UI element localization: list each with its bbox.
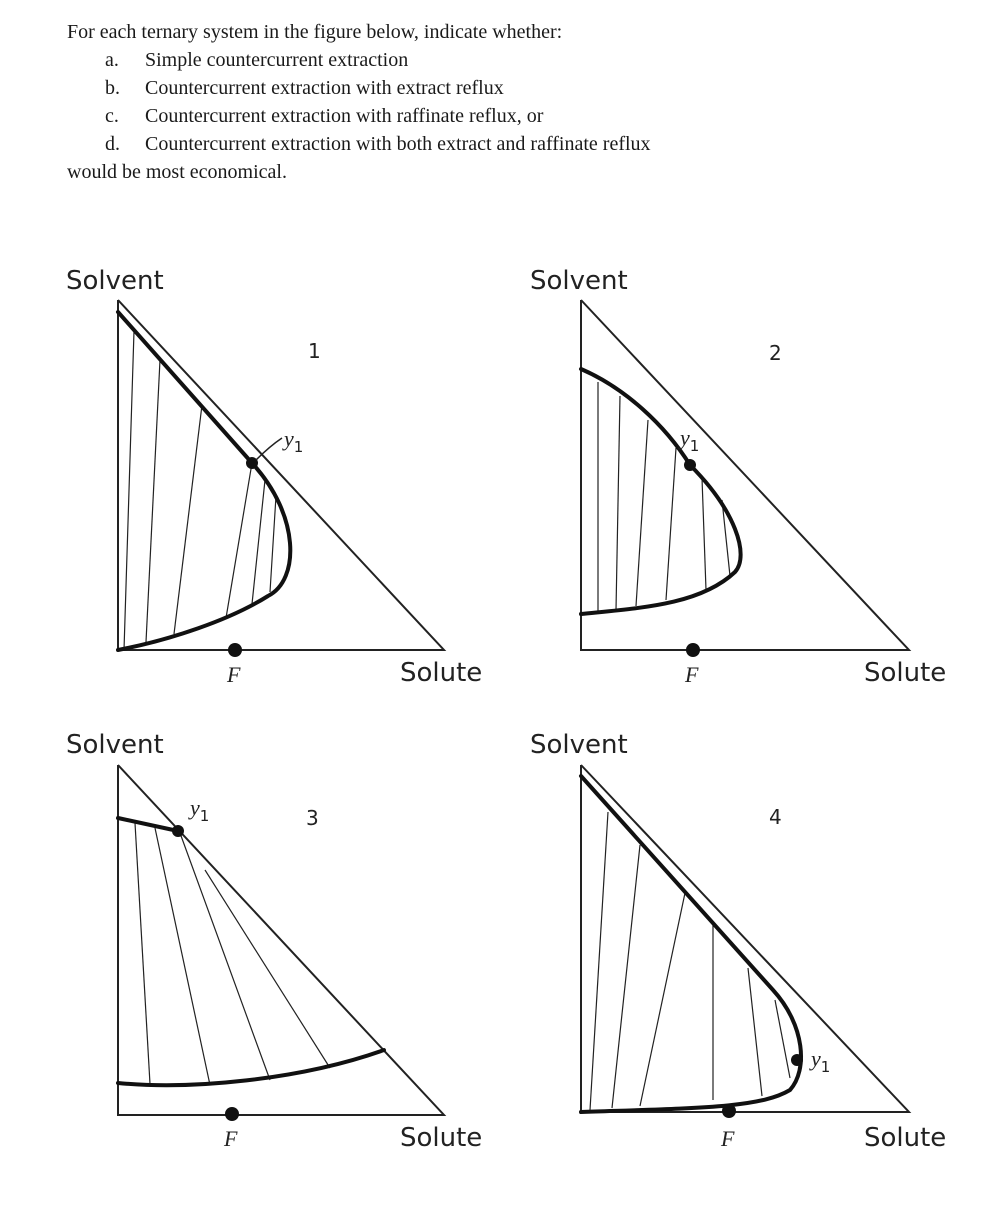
- tie-line: [702, 478, 706, 590]
- tie-line: [748, 968, 762, 1096]
- binodal-curve: [581, 776, 801, 1112]
- tie-line: [252, 480, 265, 604]
- ternary-diagram-3: [66, 730, 482, 1153]
- solvent-label: Solvent: [530, 730, 628, 760]
- tie-line: [174, 405, 202, 634]
- triangle-frame: [118, 765, 444, 1115]
- tie-line: [155, 828, 210, 1085]
- tie-line: [226, 463, 252, 618]
- tie-line: [146, 360, 160, 642]
- diagram-number: 3: [306, 806, 319, 830]
- option-letter: d.: [105, 133, 120, 155]
- feed-label: F: [685, 662, 699, 687]
- feed-label: F: [227, 662, 241, 687]
- extract-point-y1: [684, 459, 696, 471]
- binodal-curve: [118, 312, 290, 650]
- tie-line: [612, 845, 640, 1108]
- y1-label: y1: [811, 1046, 831, 1076]
- raffinate-curve: [118, 1050, 384, 1085]
- solute-label: Solute: [864, 658, 947, 688]
- feed-point: [686, 643, 700, 657]
- solute-label: Solute: [400, 658, 483, 688]
- feed-label: F: [224, 1126, 238, 1151]
- tie-line: [135, 823, 150, 1084]
- binodal-curve: [581, 369, 741, 614]
- tie-line: [666, 448, 676, 600]
- option-text: Countercurrent extraction with raffinate reflux, or: [145, 105, 544, 127]
- y1-label: y1: [680, 425, 700, 455]
- option-letter: a.: [105, 49, 119, 71]
- diagram-number: 2: [769, 341, 782, 365]
- tie-line: [124, 331, 134, 650]
- ternary-diagram-1: [66, 266, 482, 688]
- extract-point-y1: [172, 825, 184, 837]
- ternary-diagram-2: [530, 266, 946, 688]
- tie-line: [270, 496, 276, 592]
- feed-point: [228, 643, 242, 657]
- ternary-diagram-4: [530, 730, 946, 1153]
- tie-line: [205, 870, 330, 1068]
- option-letter: c.: [105, 105, 119, 127]
- feed-point: [722, 1104, 736, 1118]
- tie-line: [590, 812, 608, 1110]
- triangle-frame: [118, 300, 444, 650]
- question-intro: For each ternary system in the figure below, indicate whether:: [67, 21, 563, 43]
- feed-label: F: [721, 1126, 735, 1151]
- triangle-frame: [581, 300, 909, 650]
- solvent-label: Solvent: [66, 730, 164, 760]
- solvent-label: Solvent: [66, 266, 164, 296]
- diagram-number: 1: [308, 339, 321, 363]
- tie-line: [616, 396, 620, 610]
- feed-point: [225, 1107, 239, 1121]
- solute-label: Solute: [864, 1123, 947, 1153]
- option-text: Simple countercurrent extraction: [145, 49, 409, 71]
- option-text: Countercurrent extraction with both extract and raffinate reflux: [145, 133, 651, 155]
- y1-label: y1: [190, 795, 210, 825]
- option-text: Countercurrent extraction with extract reflux: [145, 77, 504, 99]
- question-outro: would be most economical.: [67, 161, 287, 183]
- tie-line: [640, 893, 685, 1106]
- option-letter: b.: [105, 77, 120, 99]
- solute-label: Solute: [400, 1123, 483, 1153]
- y1-leader-line: [256, 438, 282, 460]
- extract-point-y1: [791, 1054, 803, 1066]
- y1-label: y1: [284, 426, 304, 456]
- tie-line: [180, 833, 270, 1080]
- diagram-number: 4: [769, 805, 782, 829]
- solvent-label: Solvent: [530, 266, 628, 296]
- tie-line: [636, 420, 648, 606]
